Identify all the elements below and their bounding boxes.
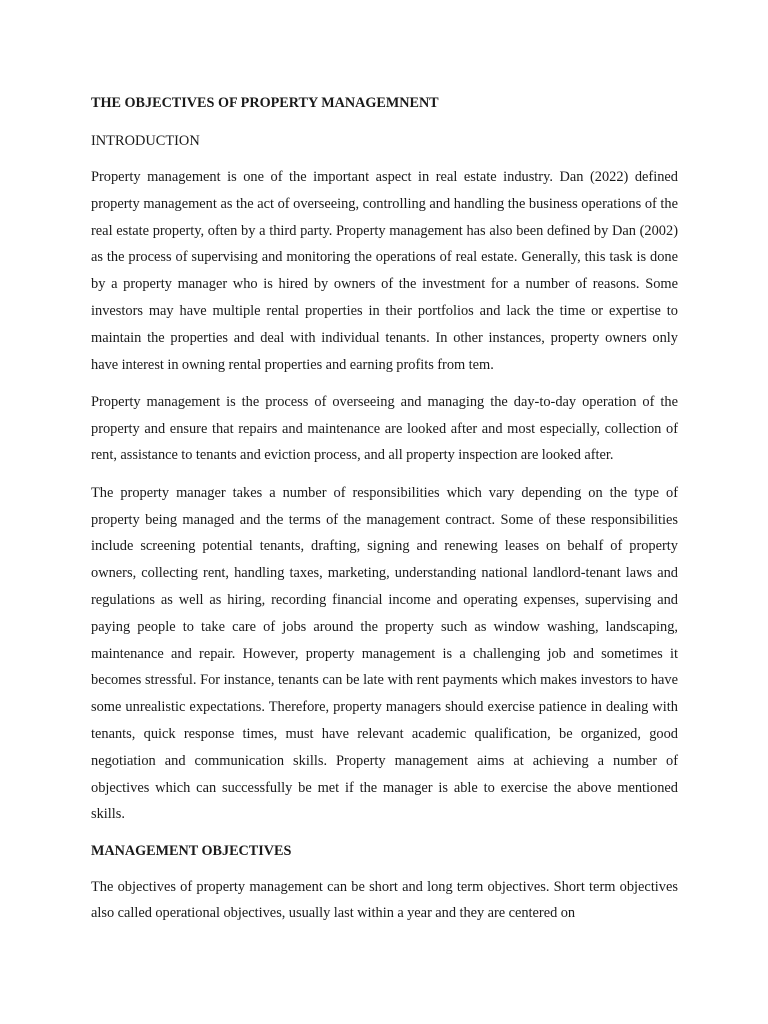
management-objectives-heading: MANAGEMENT OBJECTIVES: [91, 842, 292, 859]
document-page: [91, 91, 678, 938]
introduction-heading: INTRODUCTION: [91, 133, 200, 149]
paragraph-2: Property management is the process of overseeing and managing the day-to-day operation of the property and ensure that repairs and maintenance are looked after and most especially, collection of rent, assistance to tenants and eviction process, and all property inspection are looked after.: [91, 393, 678, 464]
document-title: THE OBJECTIVES OF PROPERTY MANAGEMNENT: [91, 95, 439, 111]
paragraph-3: The property manager takes a number of responsibilities which vary depending on the type of property being managed and the terms of the management contract. Some of these responsibilities include screening potential tenants, drafting, signing and renewing leases on behalf of property owners, collecting rent, handling taxes, marketing, understanding national landlord-tenant laws and regulations as well as hiring, recording financial income and operating expenses, supervising and paying people to take care of jobs around the property such as window washing, landscaping, maintenance and repair. However, property management is a challenging job and sometimes it becomes stressful. For instance, tenants can be late with rent payments which makes investors to have some unrealistic expectations. Therefore, property managers should exercise patience in dealing with tenants, quick response times, must have relevant academic qualification, be organized, good negotiation and communication skills. Property management aims at achieving a number of objectives which can successfully be met if the manager is able to exercise the above mentioned skills.: [91, 484, 678, 823]
paragraph-4: The objectives of property management can be short and long term objectives. Short term objectives also called operational objectives, usually last within a year and they are centered on: [91, 878, 678, 922]
paragraph-1: Property management is one of the important aspect in real estate industry. Dan (2022) defined property management as the act of overseeing, controlling and handling the business operations of the real estate property, often by a third party. Property management has also been defined by Dan (2002) as the process of supervising and monitoring the operations of real estate. Generally, this task is done by a property manager who is hired by owners of the investment for a number of reasons. Some investors may have multiple rental properties in their portfolios and lack the time or expertise to maintain the properties and deal with individual tenants. In other instances, property owners only have interest in owning rental properties and earning profits from tem.: [91, 169, 678, 373]
